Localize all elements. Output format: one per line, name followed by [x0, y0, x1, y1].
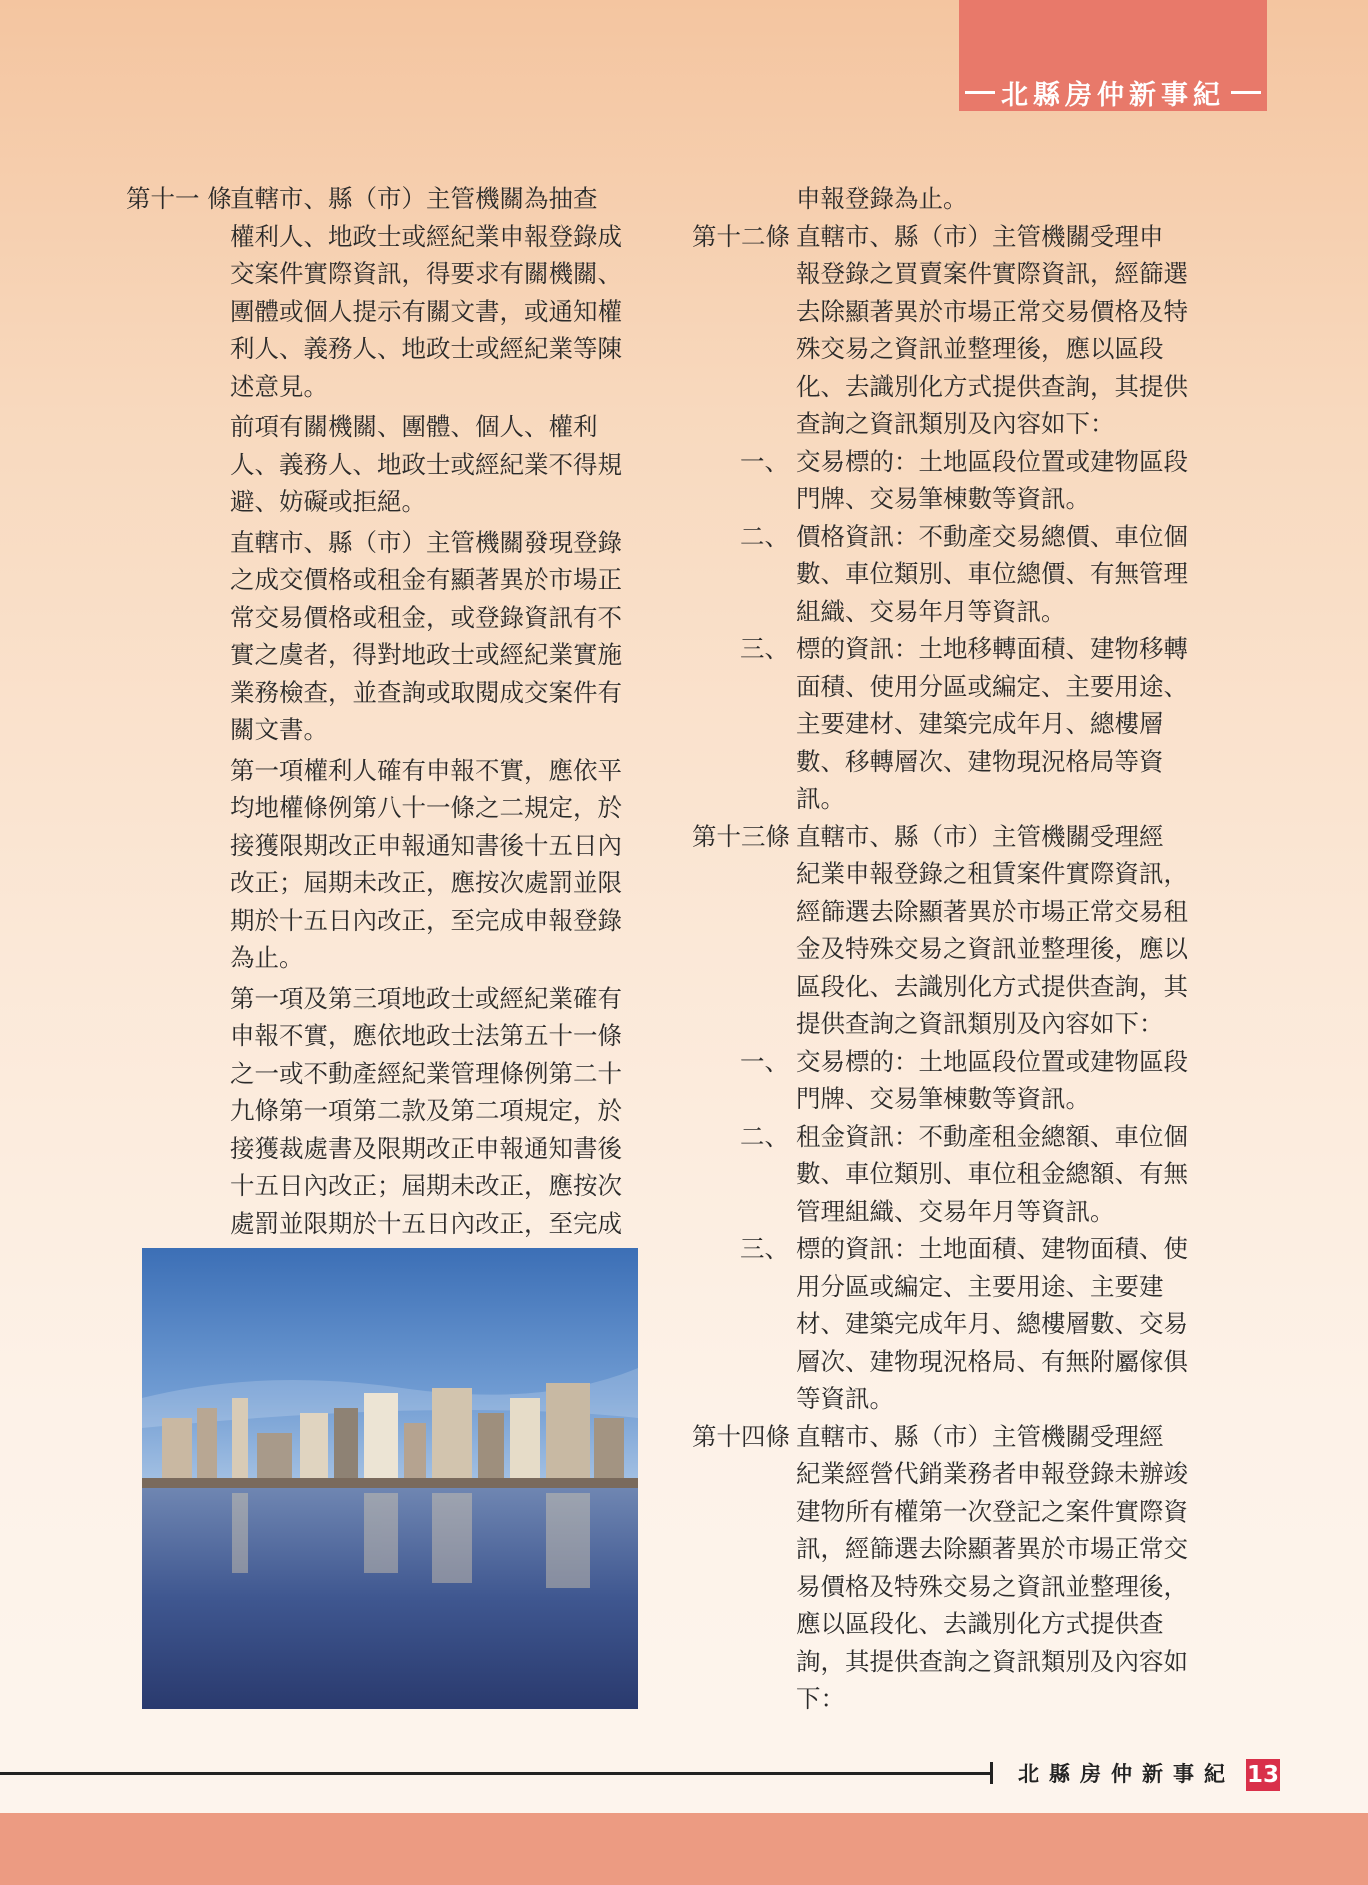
header-title: [959, 72, 1267, 112]
text-line: 下：: [796, 1684, 845, 1713]
text-line: 第一項權利人確有申報不實，應依平: [230, 755, 622, 785]
text-line: 直轄市、縣（市）主管機關為抽查: [230, 184, 598, 213]
text-line: 殊交易之資訊並整理後，應以區段: [796, 334, 1164, 363]
text-line: 管理組織、交易年月等資訊。: [796, 1196, 1115, 1226]
text-line: 申報不實，應依地政士法第五十一條: [230, 1021, 622, 1050]
footer-rule: [0, 1772, 990, 1775]
paragraph-3: [230, 524, 646, 749]
article-number: 第十二條: [692, 221, 790, 251]
dash-left: [965, 91, 995, 94]
item-number: 一、: [740, 446, 789, 476]
text-line: 門牌、交易筆棟數等資訊。: [796, 1084, 1090, 1113]
paragraph-5: [230, 980, 646, 1243]
text-line: 之成交價格或租金有顯著異於市場正: [230, 565, 622, 594]
text-line: 人、義務人、地政士或經紀業不得規: [230, 449, 622, 479]
text-line: 數、車位類別、車位租金總額、有無: [796, 1159, 1188, 1188]
footer-tick: [990, 1762, 993, 1784]
text-line: 訊，經篩選去除顯著異於市場正常交: [796, 1534, 1188, 1563]
text-line: 紀業經營代銷業務者申報登錄未辦竣: [796, 1459, 1188, 1488]
paragraph-2: [230, 408, 646, 521]
continuation: [796, 180, 1212, 218]
text-line: 標的資訊：土地面積、建物面積、使: [796, 1234, 1188, 1263]
text-line: 主要建材、建築完成年月、總樓層: [796, 709, 1164, 738]
article-number: 第十三條: [692, 821, 790, 851]
article-12: [692, 218, 1212, 443]
item-number: 三、: [740, 1234, 789, 1263]
text-line: 直轄市、縣（市）主管機關受理申: [796, 221, 1164, 251]
text-line: 之一或不動產經紀業管理條例第二十: [230, 1058, 622, 1088]
text-line: 申報登錄為止。: [796, 184, 968, 213]
text-line: 均地權條例第八十一條之二規定，於: [230, 793, 622, 822]
text-line: 期於十五日內改正，至完成申報登錄: [230, 905, 622, 935]
list-item: [740, 443, 1212, 518]
item-number: 二、: [740, 1121, 789, 1151]
dash-right: [1231, 91, 1261, 94]
page-number: 13: [1246, 1759, 1280, 1791]
article-number: 第十四條: [692, 1421, 790, 1451]
text-line: 報登錄之買賣案件實際資訊，經篩選: [796, 259, 1188, 288]
text-line: 用分區或編定、主要用途、主要建: [796, 1271, 1164, 1301]
text-line: 經篩選去除顯著異於市場正常交易租: [796, 896, 1188, 926]
text-line: 直轄市、縣（市）主管機關受理經: [796, 821, 1164, 851]
text-line: 權利人、地政士或經紀業申報登錄成: [230, 221, 622, 251]
text-line: 改正；屆期未改正，應按次處罰並限: [230, 868, 622, 897]
text-line: 金及特殊交易之資訊並整理後，應以: [796, 934, 1188, 963]
text-line: 述意見。: [230, 371, 328, 401]
text-line: 組織、交易年月等資訊。: [796, 596, 1066, 626]
header-title-text: 北縣房仲新事紀: [1001, 79, 1225, 111]
text-line: 數、車位類別、車位總價、有無管理: [796, 559, 1188, 588]
article-13: [692, 818, 1212, 1043]
text-line: 第一項及第三項地政士或經紀業確有: [230, 983, 622, 1013]
article-14: [692, 1418, 1212, 1718]
text-line: 材、建築完成年月、總樓層數、交易: [796, 1309, 1188, 1338]
text-line: 應以區段化、去識別化方式提供查: [796, 1609, 1164, 1638]
text-line: 團體或個人提示有關文書，或通知權: [230, 296, 622, 326]
city-skyline-photo: [142, 1248, 638, 1709]
text-line: 前項有關機關、團體、個人、權利: [230, 412, 598, 441]
text-line: 易價格及特殊交易之資訊並整理後，: [796, 1571, 1188, 1601]
list-item: [740, 1043, 1212, 1118]
text-line: 面積、使用分區或編定、主要用途、: [796, 671, 1188, 701]
text-line: 處罰並限期於十五日內改正，至完成: [230, 1208, 622, 1238]
article-number: 第十一 條: [126, 184, 232, 213]
text-line: 層次、建物現況格局、有無附屬傢俱: [796, 1346, 1188, 1376]
text-line: 標的資訊：土地移轉面積、建物移轉: [796, 634, 1188, 663]
text-line: 化、去識別化方式提供查詢，其提供: [796, 371, 1188, 401]
item-number: 一、: [740, 1046, 789, 1076]
text-line: 直轄市、縣（市）主管機關受理經: [796, 1421, 1164, 1451]
text-line: 交易標的：土地區段位置或建物區段: [796, 1046, 1188, 1076]
text-line: 十五日內改正；屆期未改正，應按次: [230, 1171, 622, 1200]
text-line: 提供查詢之資訊類別及內容如下：: [796, 1009, 1164, 1038]
text-line: 九條第一項第二款及第二項規定，於: [230, 1096, 622, 1125]
item-number: 三、: [740, 634, 789, 663]
right-column: [692, 180, 1212, 1718]
text-line: 常交易價格或租金，或登錄資訊有不: [230, 602, 622, 632]
text-line: 交易標的：土地區段位置或建物區段: [796, 446, 1188, 476]
text-line: 建物所有權第一次登記之案件實際資: [796, 1496, 1188, 1526]
text-line: 區段化、去識別化方式提供查詢，其: [796, 971, 1188, 1001]
text-line: 去除顯著異於市場正常交易價格及特: [796, 296, 1188, 326]
text-line: 直轄市、縣（市）主管機關發現登錄: [230, 527, 622, 557]
text-line: 價格資訊：不動產交易總價、車位個: [796, 521, 1188, 551]
footer-title: 北縣房仲新事紀: [1018, 1762, 1235, 1786]
text-line: 門牌、交易筆棟數等資訊。: [796, 484, 1090, 513]
left-column: [126, 180, 646, 1242]
text-line: 交案件實際資訊，得要求有關機關、: [230, 259, 622, 288]
text-line: 實之虞者，得對地政士或經紀業實施: [230, 640, 622, 669]
text-line: 訊。: [796, 784, 845, 813]
article-11: [126, 180, 646, 405]
text-line: 紀業申報登錄之租賃案件實際資訊，: [796, 859, 1188, 888]
text-line: 數、移轉層次、建物現況格局等資: [796, 746, 1164, 776]
text-line: 查詢之資訊類別及內容如下：: [796, 409, 1115, 438]
list-item: [740, 518, 1212, 631]
text-line: 詢，其提供查詢之資訊類別及內容如: [796, 1646, 1188, 1676]
paragraph-4: [230, 752, 646, 977]
text-line: 接獲裁處書及限期改正申報通知書後: [230, 1133, 622, 1163]
text-line: 為止。: [230, 943, 304, 972]
bottom-band: [0, 1813, 1368, 1885]
text-line: 接獲限期改正申報通知書後十五日內: [230, 830, 622, 860]
text-line: 利人、義務人、地政士或經紀業等陳: [230, 334, 622, 363]
text-line: 關文書。: [230, 715, 328, 744]
text-line: 避、妨礙或拒絕。: [230, 487, 426, 516]
text-line: 業務檢查，並查詢或取閱成交案件有: [230, 677, 622, 707]
list-item: [740, 1230, 1212, 1418]
text-line: 租金資訊：不動產租金總額、車位個: [796, 1121, 1188, 1151]
item-number: 二、: [740, 521, 789, 551]
text-line: 等資訊。: [796, 1384, 894, 1413]
list-item: [740, 630, 1212, 818]
list-item: [740, 1118, 1212, 1231]
